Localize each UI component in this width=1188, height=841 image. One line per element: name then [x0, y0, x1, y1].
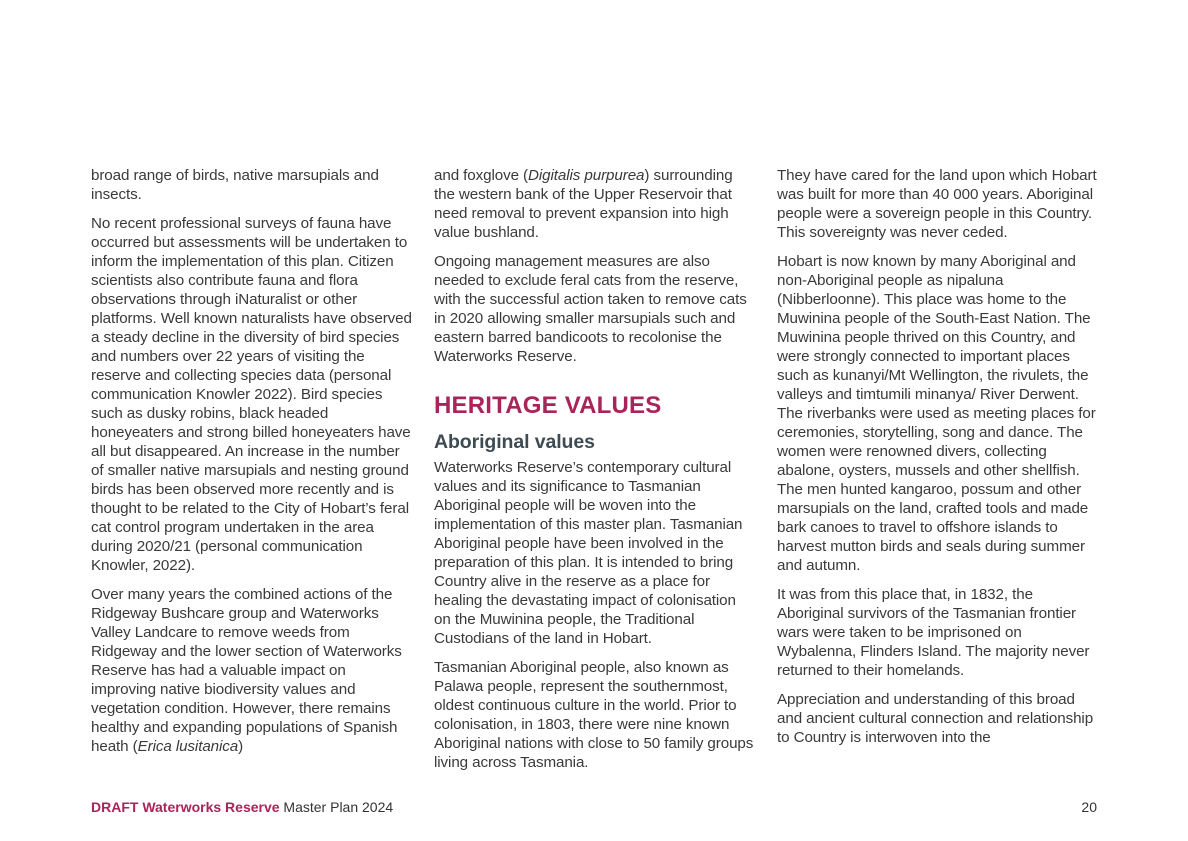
paragraph: They have cared for the land upon which Hobart was built for more than 40 000 years. Aboriginal people were a sovereign people in this Country. This sovereignty was never ceded.	[777, 167, 1097, 241]
species-name: Digitalis purpurea	[528, 167, 645, 184]
text-span: )	[238, 738, 244, 755]
paragraph	[434, 166, 756, 242]
page-number: 20	[1081, 799, 1097, 815]
subsection-heading: Aboriginal values	[434, 431, 595, 453]
text-column-2	[434, 166, 756, 782]
page-footer	[91, 798, 1097, 816]
paragraph	[91, 585, 413, 756]
footer-document-name: DRAFT Waterworks Reserve	[91, 799, 280, 815]
paragraph: No recent professional surveys of fauna have occurred but assessments will be undertaken to inform the implementation of this plan. Citizen scientists also contribute fauna and flora observations through iNaturalist or other platforms. Well known naturalists have observed a steady decline in the diversity of bird species and numbers over 22 years of visiting the reserve and collecting species data (personal communication Knowler 2022). Bird species such as dusky robins, black headed honeyeaters and strong billed honeyeaters have all but disappeared. An increase in the number of smaller native marsupials and nesting ground birds has been observed more recently and is thought to be related to the City of Hobart’s feral cat control program undertaken in the area during 2020/21 (personal communication Knowler, 2022).	[91, 215, 412, 574]
paragraph: Waterworks Reserve’s contemporary cultural values and its significance to Tasmanian Aboriginal people will be woven into the implementation of this master plan. Tasmanian Aboriginal people have been involved in the preparation of this plan. It is intended to bring Country alive in the reserve as a place for healing the devastating impact of colonisation on the Muwinina people, the Traditional Custodians of the land in Hobart.	[434, 459, 743, 647]
text-column-1	[91, 166, 413, 766]
paragraph: Appreciation and understanding of this broad and ancient cultural connection and relationship to Country is interwoven into the	[777, 691, 1094, 746]
footer-document-title: Master Plan 2024	[279, 799, 394, 815]
paragraph: Ongoing management measures are also needed to exclude feral cats from the reserve, with the successful action taken to remove cats in 2020 allowing smaller marsupials such and eastern barred bandicoots to recolonise the Waterworks Reserve.	[434, 253, 747, 365]
text-column-3	[777, 166, 1099, 757]
text-span: and foxglove (	[434, 167, 529, 184]
section-heading: HERITAGE VALUES	[434, 392, 662, 419]
text-span: ) surrounding the western bank of the Upper Reservoir that need removal to prevent expansion into high value bushland.	[434, 167, 733, 241]
text-span: Over many years the combined actions of the Ridgeway Bushcare group and Waterworks Valley Landcare to remove weeds from Ridgeway and the lower section of Waterworks Reserve has had a valuable impact on improving native biodiversity values and vegetation condition. However, there remains healthy and expanding populations of Spanish heath (	[91, 586, 402, 755]
paragraph: Hobart is now known by many Aboriginal and non-Aboriginal people as nipaluna (Nibberloonne). This place was home to the Muwinina people of the South-East Nation. The Muwinina people thrived on this Country, and were strongly connected to important places such as kunanyi/Mt Wellington, the rivulets, the valleys and timtumili minanya/ River Derwent. The riverbanks were used as meeting places for ceremonies, storytelling, song and dance. The women were renowned divers, collecting abalone, oysters, mussels and other shellfish. The men hunted kangaroo, possum and other marsupials on the land, crafted tools and made bark canoes to travel to offshore islands to harvest mutton birds and seals during summer and autumn.	[777, 253, 1096, 574]
paragraph: It was from this place that, in 1832, the Aboriginal survivors of the Tasmanian frontier wars were taken to be imprisoned on Wybalenna, Flinders Island. The majority never returned to their homelands.	[777, 586, 1090, 679]
paragraph: broad range of birds, native marsupials and insects.	[91, 167, 379, 203]
paragraph: Tasmanian Aboriginal people, also known as Palawa people, represent the southernmost, oldest continuous culture in the world. Prior to colonisation, in 1803, there were nine known Aboriginal nations with close to 50 family groups living across Tasmania.	[434, 659, 754, 771]
species-name: Erica lusitanica	[137, 738, 239, 755]
